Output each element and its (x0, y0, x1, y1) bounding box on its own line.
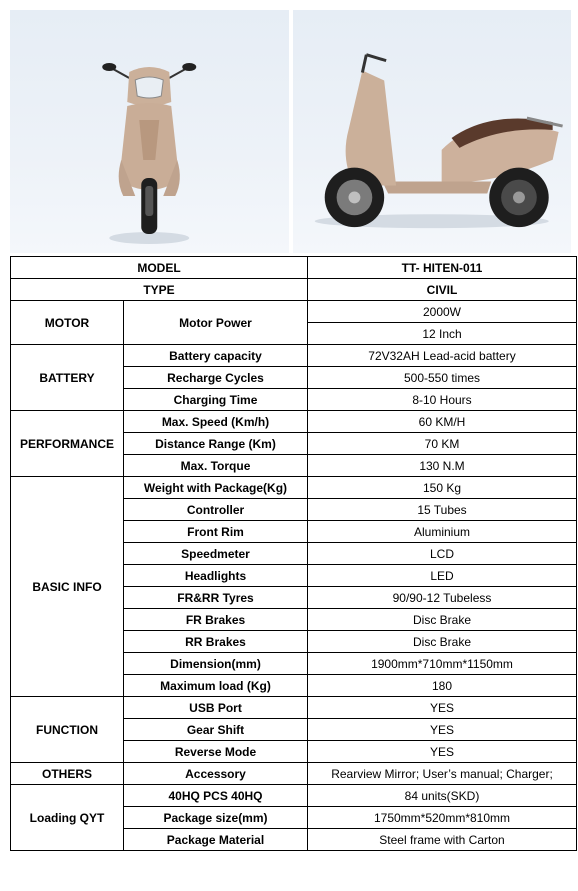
spec-value: YES (308, 697, 577, 719)
model-label: MODEL (11, 257, 308, 279)
spec-row (11, 411, 577, 433)
spec-label: Package size(mm) (124, 807, 308, 829)
spec-row (11, 785, 577, 807)
section-heading: FUNCTION (11, 697, 124, 763)
spec-label: Accessory (124, 763, 308, 785)
spec-label: Charging Time (124, 389, 308, 411)
spec-value: Disc Brake (308, 609, 577, 631)
spec-label: FR Brakes (124, 609, 308, 631)
spec-label: Battery capacity (124, 345, 308, 367)
spec-label: Distance Range (Km) (124, 433, 308, 455)
spec-label: Headlights (124, 565, 308, 587)
section-heading: MOTOR (11, 301, 124, 345)
scooter-side-photo (293, 10, 572, 253)
spec-value: 150 Kg (308, 477, 577, 499)
spec-label: Maximum load (Kg) (124, 675, 308, 697)
section-heading: BATTERY (11, 345, 124, 411)
section-heading: Loading QYT (11, 785, 124, 851)
spec-value: YES (308, 741, 577, 763)
model-row (11, 257, 577, 279)
section-heading: PERFORMANCE (11, 411, 124, 477)
spec-label: Recharge Cycles (124, 367, 308, 389)
spec-table-body (11, 257, 577, 851)
spec-value: 90/90-12 Tubeless (308, 587, 577, 609)
type-label: TYPE (11, 279, 308, 301)
spec-row (11, 477, 577, 499)
spec-label: FR&RR Tyres (124, 587, 308, 609)
type-row (11, 279, 577, 301)
section-heading: OTHERS (11, 763, 124, 785)
spec-label: Front Rim (124, 521, 308, 543)
product-photos (10, 10, 571, 253)
spec-label: Max. Torque (124, 455, 308, 477)
spec-label: USB Port (124, 697, 308, 719)
spec-value: 15 Tubes (308, 499, 577, 521)
spec-label: Package Material (124, 829, 308, 851)
spec-value: 500-550 times (308, 367, 577, 389)
spec-value: YES (308, 719, 577, 741)
spec-label: Gear Shift (124, 719, 308, 741)
spec-value: 2000W (308, 301, 577, 323)
spec-value: 130 N.M (308, 455, 577, 477)
spec-row (11, 697, 577, 719)
spec-label: Motor Power (124, 301, 308, 345)
spec-value: Disc Brake (308, 631, 577, 653)
spec-value: 180 (308, 675, 577, 697)
spec-value: 12 Inch (308, 323, 577, 345)
spec-value: 70 KM (308, 433, 577, 455)
spec-value: LED (308, 565, 577, 587)
spec-label: RR Brakes (124, 631, 308, 653)
scooter-front-image (10, 10, 289, 253)
spec-label: Dimension(mm) (124, 653, 308, 675)
spec-label: Max. Speed (Km/h) (124, 411, 308, 433)
spec-label: 40HQ PCS 40HQ (124, 785, 308, 807)
spec-value: 1750mm*520mm*810mm (308, 807, 577, 829)
spec-label: Controller (124, 499, 308, 521)
spec-row (11, 763, 577, 785)
spec-label: Speedmeter (124, 543, 308, 565)
spec-value: 60 KM/H (308, 411, 577, 433)
spec-table (10, 256, 577, 851)
model-value: TT- HITEN-011 (308, 257, 577, 279)
spec-value: Rearview Mirror; User’s manual; Charger; (308, 763, 577, 785)
spec-label: Reverse Mode (124, 741, 308, 763)
spec-value: Aluminium (308, 521, 577, 543)
scooter-side-image (293, 10, 572, 253)
spec-value: 72V32AH Lead-acid battery (308, 345, 577, 367)
spec-value: 1900mm*710mm*1150mm (308, 653, 577, 675)
type-value: CIVIL (308, 279, 577, 301)
spec-row (11, 301, 577, 323)
spec-row (11, 345, 577, 367)
spec-value: LCD (308, 543, 577, 565)
spec-label: Weight with Package(Kg) (124, 477, 308, 499)
spec-value: 8-10 Hours (308, 389, 577, 411)
spec-value: Steel frame with Carton (308, 829, 577, 851)
spec-value: 84 units(SKD) (308, 785, 577, 807)
scooter-front-photo (10, 10, 289, 253)
section-heading: BASIC INFO (11, 477, 124, 697)
